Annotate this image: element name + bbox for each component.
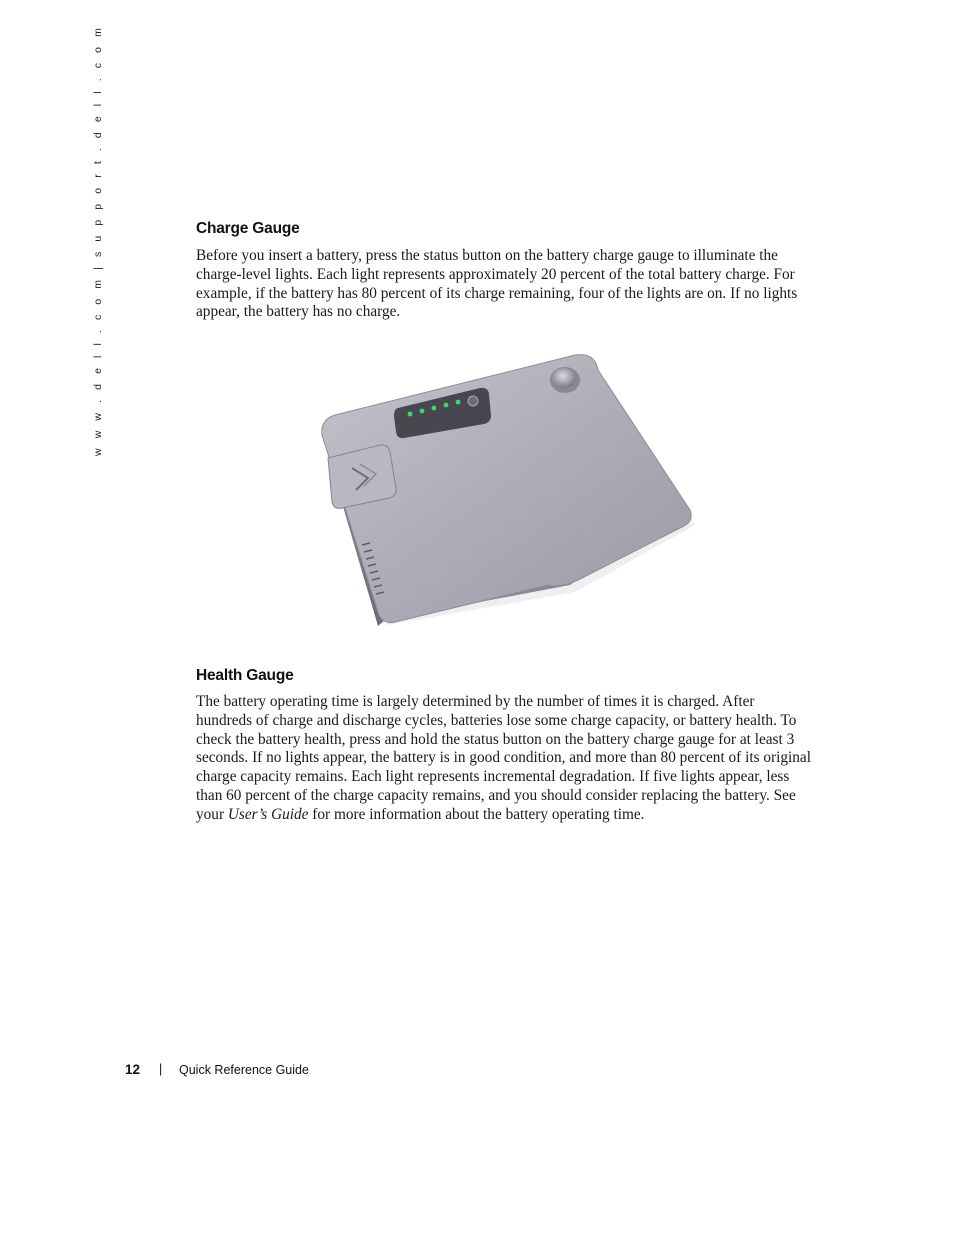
footer-document-title: Quick Reference Guide <box>179 1063 309 1077</box>
health-gauge-text <box>196 693 811 825</box>
battery-image <box>300 340 700 640</box>
health-gauge-heading: Health Gauge <box>196 667 294 684</box>
health-gauge-paragraph <box>196 693 811 825</box>
sidebar-url: w w w . d e l l . c o m | s u p p o r t . d e l l . c o m <box>92 24 104 456</box>
page-number: 12 <box>125 1062 141 1077</box>
health-gauge-text-part1: The battery operating time is largely determined by the number of times it is charged. After hundreds of charge and discharge cycles, batteries lose some charge capacity, or battery health. To check the battery health, press and hold the status button on the battery charge gauge for at least 3 seconds. If no lights appear, the battery is in good condition, and more than 80 percent of its original charge capacity remains. Each light represents incremental degradation. If five lights appear, less than 60 percent of the charge capacity remains, and you should consider replacing the battery. See your <box>196 693 811 823</box>
health-gauge-text-part2: for more information about the battery operating time. <box>308 805 645 823</box>
footer-separator: | <box>159 1062 163 1076</box>
users-guide-title: User’s Guide <box>227 805 309 823</box>
charge-gauge-paragraph <box>196 247 811 322</box>
charge-gauge-text: Before you insert a battery, press the status button on the battery charge gauge to illuminate the charge-level lights. Each light represents approximately 20 percent of the total battery charge. For example, if the battery has 80 percent of its charge remaining, four of the lights are on. If no lights appear, the battery has no charge. <box>196 247 798 321</box>
battery-icon <box>300 340 700 640</box>
page-footer <box>125 1062 309 1077</box>
charge-gauge-heading: Charge Gauge <box>196 220 300 237</box>
